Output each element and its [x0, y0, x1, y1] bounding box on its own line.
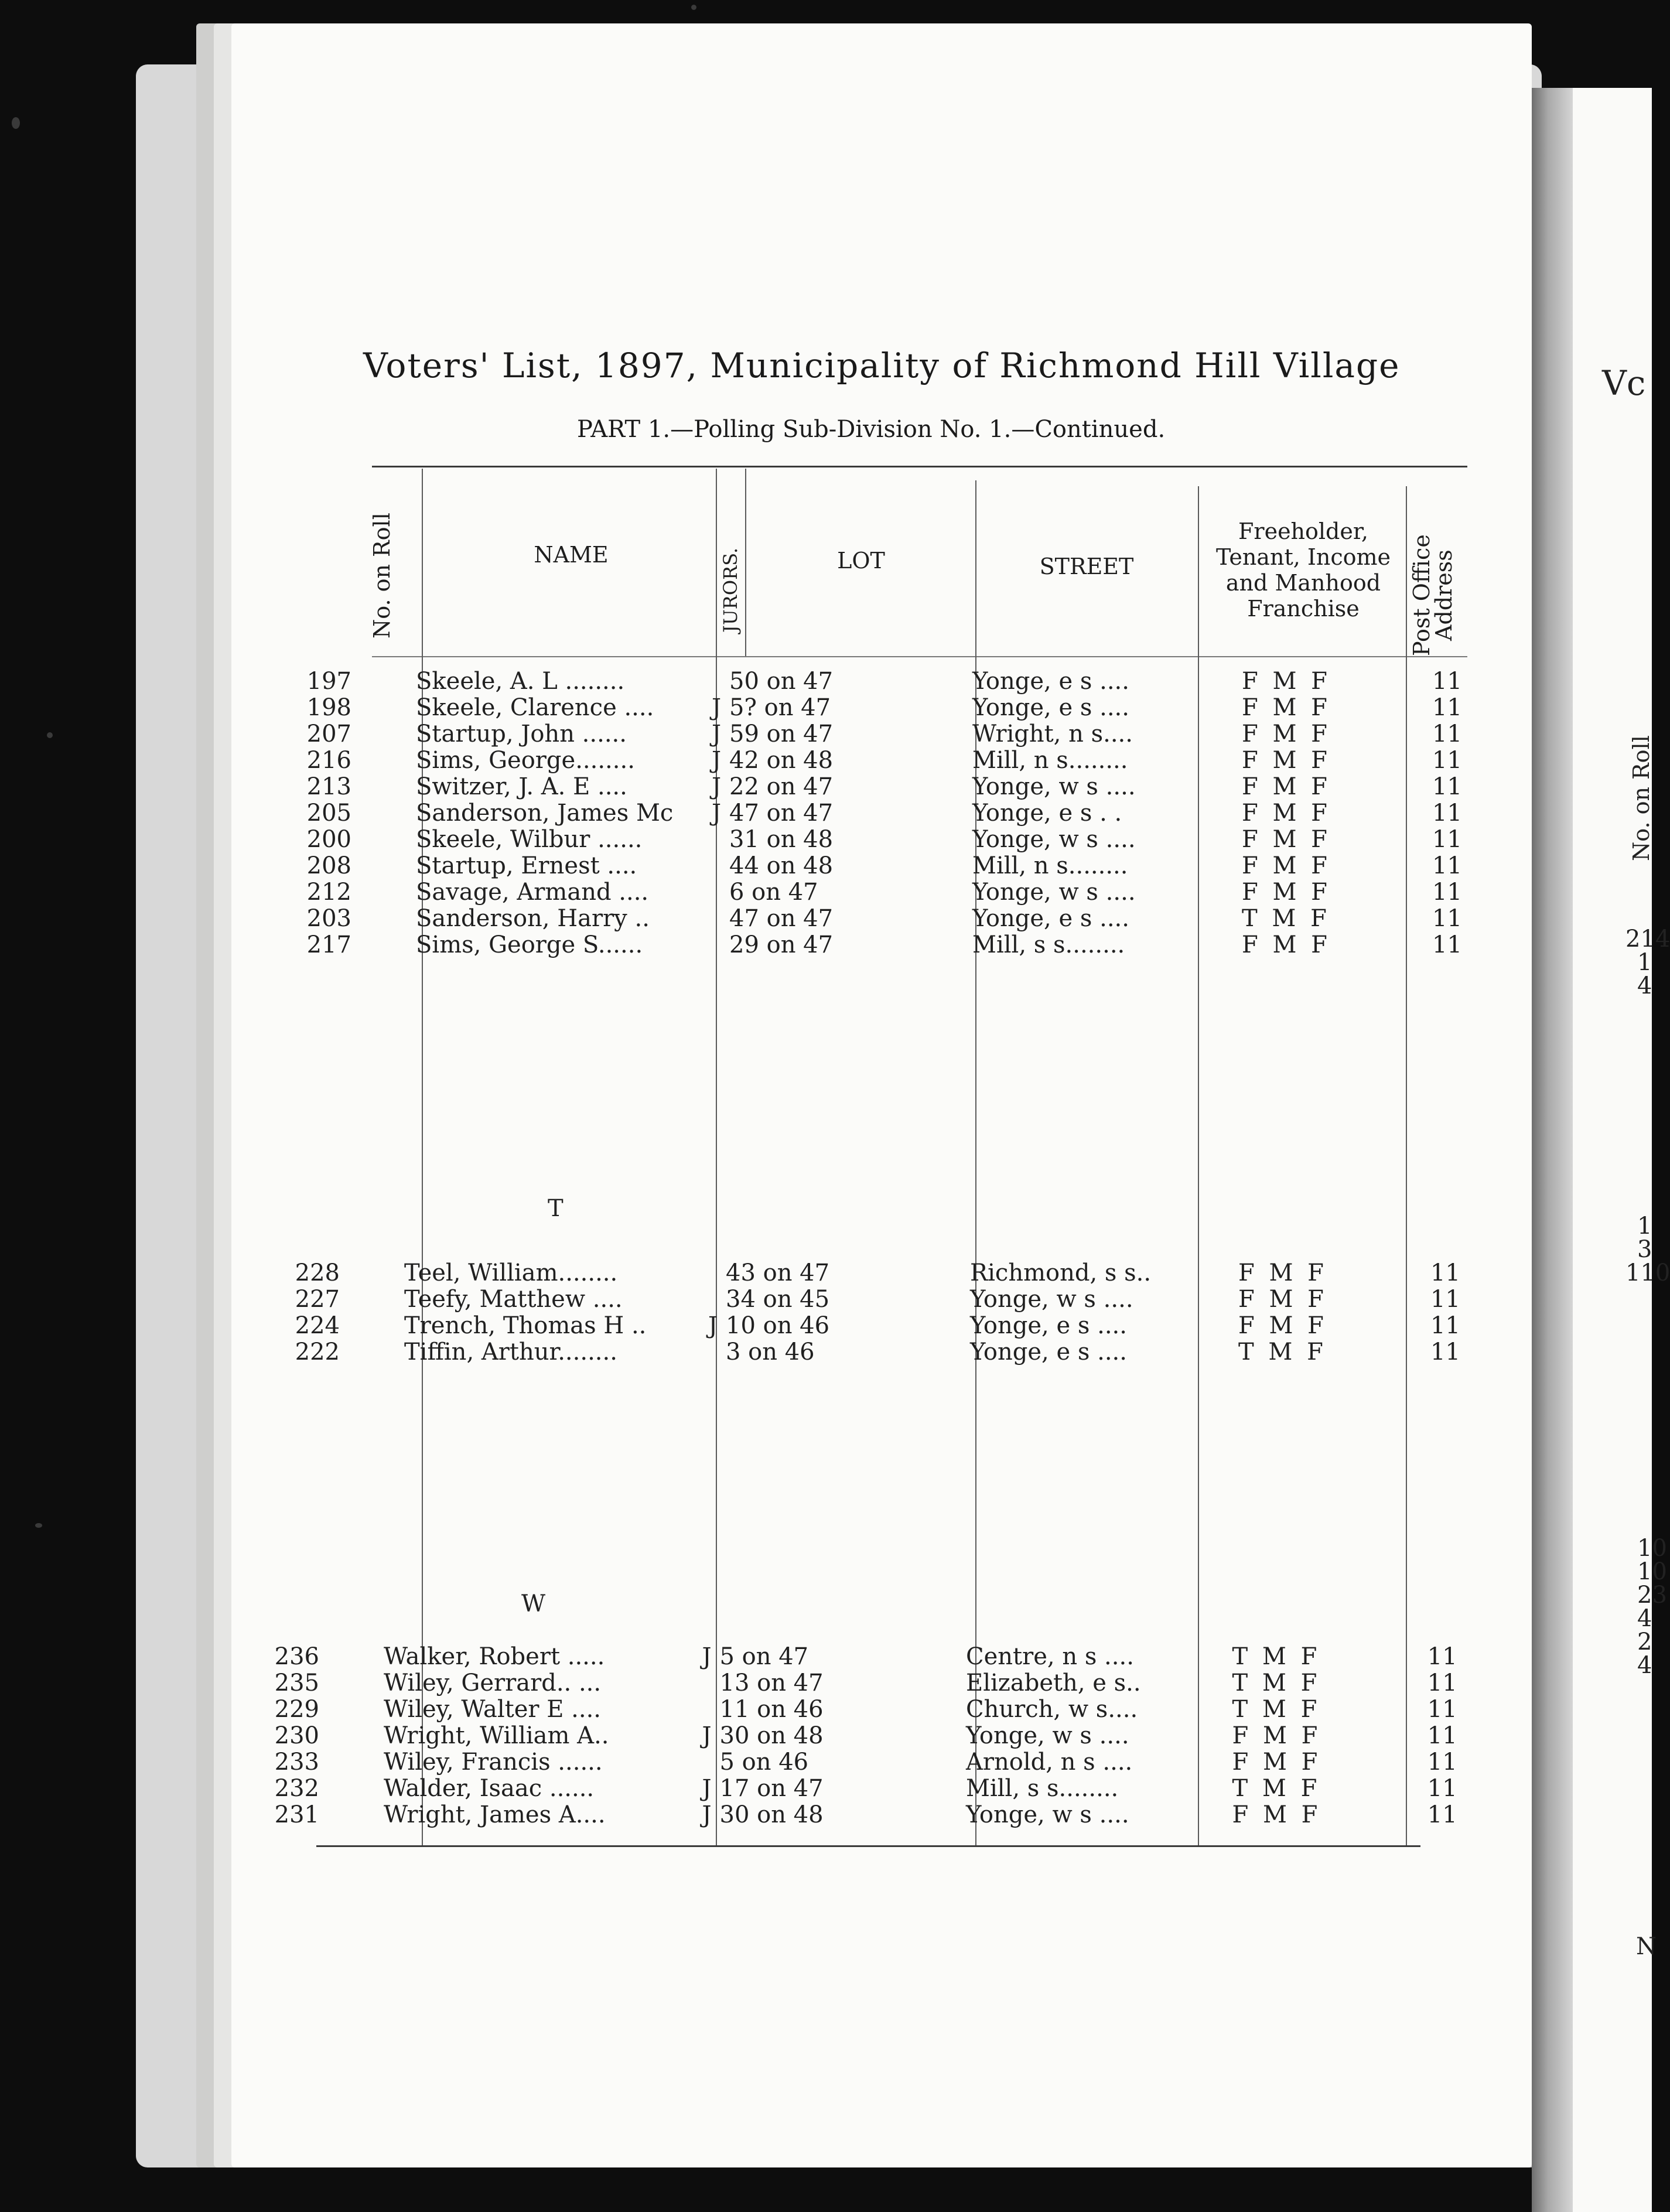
- table-row: [0, 1775, 1464, 1802]
- adjacent-number: 4: [1637, 972, 1652, 999]
- voter-name: Walker, Robert .....: [384, 1643, 605, 1670]
- lot-value: 5 on 46: [719, 1749, 809, 1776]
- voter-name: Sanderson, Harry ..: [416, 905, 650, 932]
- post-office-value: 11: [1430, 1286, 1460, 1313]
- post-office-value: 11: [1427, 1696, 1457, 1723]
- lot-value: 6 on 47: [729, 879, 818, 906]
- street-value: Yonge, w s ....: [970, 1286, 1133, 1313]
- roll-number: 208: [306, 852, 351, 879]
- table-row: [0, 1722, 1464, 1749]
- voter-name: Sanderson, James Mc: [416, 800, 674, 827]
- table-row: [0, 694, 1464, 721]
- franchise-value: F M F: [1242, 747, 1331, 774]
- post-office-value: 11: [1427, 1801, 1457, 1828]
- lot-value: 47 on 47: [729, 905, 834, 932]
- street-value: Church, w s....: [966, 1696, 1138, 1723]
- street-value: Yonge, e s . .: [972, 800, 1122, 827]
- table-row: [0, 1670, 1464, 1696]
- post-office-value: 11: [1430, 1339, 1460, 1366]
- table-bottom-rule: [316, 1845, 1420, 1847]
- juror-mark: J: [712, 694, 722, 721]
- franchise-value: F M F: [1242, 852, 1331, 879]
- street-value: Mill, s s........: [966, 1775, 1119, 1802]
- street-value: Yonge, w s ....: [966, 1722, 1129, 1749]
- table-row: [0, 1259, 1464, 1286]
- voter-name: Wiley, Gerrard.. ...: [384, 1670, 602, 1696]
- lot-value: 5? on 47: [729, 694, 831, 721]
- juror-mark: J: [708, 1312, 718, 1339]
- street-value: Yonge, w s ....: [972, 773, 1136, 800]
- header-franchise-line: Franchise: [1247, 596, 1360, 622]
- header-franchise-line: Freeholder,: [1238, 518, 1368, 544]
- roll-number: 224: [295, 1312, 340, 1339]
- post-office-value: 11: [1432, 668, 1462, 695]
- franchise-value: T M F: [1232, 1775, 1321, 1802]
- page-subtitle: PART 1.—Polling Sub-Division No. 1.—Continued.: [577, 416, 1166, 443]
- section-letter: T: [548, 1195, 564, 1222]
- roll-number: 227: [295, 1286, 340, 1313]
- franchise-value: T M F: [1238, 1339, 1327, 1366]
- lot-value: 3 on 46: [726, 1339, 815, 1366]
- franchise-value: F M F: [1242, 931, 1331, 958]
- adjacent-number: 110: [1625, 1259, 1670, 1286]
- adjacent-number: 23: [1637, 1582, 1667, 1609]
- voter-name: Teel, William........: [404, 1259, 618, 1286]
- voter-name: Startup, Ernest ....: [416, 852, 637, 879]
- post-office-value: 11: [1427, 1775, 1457, 1802]
- post-office-value: 11: [1432, 905, 1462, 932]
- franchise-value: F M F: [1238, 1312, 1327, 1339]
- franchise-value: T M F: [1232, 1643, 1321, 1670]
- roll-number: 230: [274, 1722, 319, 1749]
- franchise-value: F M F: [1242, 668, 1331, 695]
- lot-value: 30 on 48: [719, 1722, 824, 1749]
- street-value: Yonge, w s ....: [966, 1801, 1129, 1828]
- roll-number: 222: [295, 1339, 340, 1366]
- adjacent-number: 4: [1637, 1605, 1652, 1632]
- scan-speck: [35, 1523, 42, 1528]
- lot-value: 43 on 47: [726, 1259, 830, 1286]
- juror-mark: J: [712, 747, 722, 774]
- scan-speck: [12, 117, 20, 129]
- franchise-value: T M F: [1242, 905, 1330, 932]
- juror-mark: J: [712, 773, 722, 800]
- franchise-value: F M F: [1232, 1722, 1321, 1749]
- header-franchise: [1195, 518, 1412, 622]
- voter-name: Wiley, Francis ......: [384, 1749, 603, 1776]
- header-post-office-line: Address: [1431, 549, 1457, 641]
- lot-value: 11 on 46: [719, 1696, 824, 1723]
- street-value: Mill, n s........: [972, 852, 1128, 879]
- franchise-value: F M F: [1238, 1286, 1327, 1313]
- adjacent-number: 1: [1637, 1213, 1652, 1240]
- franchise-value: T M F: [1232, 1670, 1321, 1696]
- juror-mark: J: [702, 1775, 712, 1802]
- street-value: Wright, n s....: [972, 721, 1133, 747]
- table-row: [0, 1749, 1464, 1776]
- franchise-value: F M F: [1242, 721, 1331, 747]
- post-office-value: 11: [1427, 1749, 1457, 1776]
- post-office-value: 11: [1432, 694, 1462, 721]
- voter-name: Startup, John ......: [416, 721, 627, 747]
- post-office-value: 11: [1432, 747, 1462, 774]
- lot-value: 50 on 47: [729, 668, 834, 695]
- street-value: Yonge, e s ....: [970, 1339, 1127, 1366]
- header-bottom-rule: [372, 656, 1467, 657]
- lot-value: 30 on 48: [719, 1801, 824, 1828]
- lot-value: 5 on 47: [719, 1643, 809, 1670]
- header-street: STREET: [1039, 554, 1134, 579]
- table-row: [0, 1696, 1464, 1723]
- post-office-value: 11: [1432, 852, 1462, 879]
- adjacent-number: 1: [1637, 949, 1652, 976]
- voter-name: Skeele, Clarence ....: [416, 694, 654, 721]
- header-no-on-roll: No. on Roll: [369, 513, 395, 639]
- adjacent-header-fragment: No. on Roll: [1628, 735, 1654, 861]
- column-divider-lot: [745, 469, 746, 656]
- voter-name: Savage, Armand ....: [416, 879, 649, 906]
- post-office-value: 11: [1427, 1670, 1457, 1696]
- voter-name: Sims, George........: [416, 747, 635, 774]
- header-name: NAME: [534, 542, 609, 568]
- roll-number: 233: [274, 1749, 319, 1776]
- lot-value: 59 on 47: [729, 721, 834, 747]
- scan-speck: [691, 5, 696, 10]
- street-value: Yonge, e s ....: [972, 905, 1129, 932]
- roll-number: 232: [274, 1775, 319, 1802]
- voter-name: Walder, Isaac ......: [384, 1775, 595, 1802]
- roll-number: 236: [274, 1643, 319, 1670]
- street-value: Yonge, w s ....: [972, 826, 1136, 853]
- voter-name: Wiley, Walter E ....: [384, 1696, 602, 1723]
- juror-mark: J: [702, 1722, 712, 1749]
- post-office-value: 11: [1430, 1312, 1460, 1339]
- lot-value: 47 on 47: [729, 800, 834, 827]
- adjacent-page: [1573, 88, 1670, 2212]
- voter-name: Skeele, A. L ........: [416, 668, 625, 695]
- juror-mark: J: [712, 800, 722, 827]
- franchise-value: F M F: [1232, 1801, 1321, 1828]
- header-top-rule: [372, 466, 1467, 467]
- roll-number: 228: [295, 1259, 340, 1286]
- roll-number: 197: [306, 668, 351, 695]
- table-row: [0, 879, 1464, 906]
- street-value: Yonge, e s ....: [972, 668, 1129, 695]
- header-lot: LOT: [837, 548, 885, 574]
- street-value: Yonge, e s ....: [972, 694, 1129, 721]
- franchise-value: F M F: [1242, 800, 1331, 827]
- post-office-value: 11: [1432, 826, 1462, 853]
- post-office-value: 11: [1432, 879, 1462, 906]
- voter-name: Trench, Thomas H ..: [404, 1312, 647, 1339]
- table-row: [0, 826, 1464, 853]
- street-value: Arnold, n s ....: [966, 1749, 1133, 1776]
- street-value: Mill, s s........: [972, 931, 1125, 958]
- adjacent-number: 4: [1637, 1652, 1652, 1679]
- adjacent-footer-fragment: N: [1636, 1933, 1657, 1960]
- header-franchise-line: Tenant, Income: [1215, 544, 1391, 570]
- post-office-value: 11: [1432, 721, 1462, 747]
- roll-number: 200: [306, 826, 351, 853]
- page-title: Voters' List, 1897, Municipality of Richmond Hill Village: [363, 346, 1401, 385]
- table-row: [0, 1312, 1464, 1339]
- lot-value: 44 on 48: [729, 852, 834, 879]
- juror-mark: J: [702, 1801, 712, 1828]
- voter-name: Wright, William A..: [384, 1722, 609, 1749]
- post-office-value: 11: [1432, 800, 1462, 827]
- section-letter: W: [521, 1590, 546, 1617]
- voter-name: Sims, George S......: [416, 931, 643, 958]
- juror-mark: J: [702, 1643, 712, 1670]
- post-office-value: 11: [1427, 1722, 1457, 1749]
- street-value: Yonge, w s ....: [972, 879, 1136, 906]
- roll-number: 216: [306, 747, 351, 774]
- post-office-value: 11: [1432, 931, 1462, 958]
- post-office-value: 11: [1432, 773, 1462, 800]
- lot-value: 34 on 45: [726, 1286, 830, 1313]
- table-row: [0, 747, 1464, 774]
- franchise-value: T M F: [1232, 1696, 1321, 1723]
- roll-number: 217: [306, 931, 351, 958]
- roll-number: 203: [306, 905, 351, 932]
- table-row: [0, 668, 1464, 695]
- street-value: Elizabeth, e s..: [966, 1670, 1141, 1696]
- table-row: [0, 773, 1464, 800]
- book-gutter: [1532, 88, 1573, 2212]
- adjacent-title-fragment: Vc: [1602, 363, 1646, 403]
- adjacent-number: 214: [1625, 926, 1670, 953]
- lot-value: 31 on 48: [729, 826, 834, 853]
- roll-number: 235: [274, 1670, 319, 1696]
- header-post-office-line: Post Office: [1409, 534, 1435, 656]
- voter-name: Tiffin, Arthur........: [404, 1339, 617, 1366]
- table-row: [0, 800, 1464, 827]
- adjacent-number: 10: [1637, 1535, 1667, 1562]
- franchise-value: F M F: [1242, 826, 1331, 853]
- voter-name: Wright, James A....: [384, 1801, 606, 1828]
- header-post-office: [1411, 534, 1455, 656]
- franchise-value: F M F: [1238, 1259, 1327, 1286]
- roll-number: 231: [274, 1801, 319, 1828]
- post-office-value: 11: [1427, 1643, 1457, 1670]
- franchise-value: F M F: [1242, 879, 1331, 906]
- voter-name: Teefy, Matthew ....: [404, 1286, 623, 1313]
- voter-name: Skeele, Wilbur ......: [416, 826, 643, 853]
- post-office-value: 11: [1430, 1259, 1460, 1286]
- header-jurors: JURORS.: [719, 547, 742, 633]
- roll-number: 229: [274, 1696, 319, 1723]
- adjacent-number: 10: [1637, 1558, 1667, 1585]
- table-row: [0, 905, 1464, 932]
- roll-number: 205: [306, 800, 351, 827]
- street-value: Centre, n s ....: [966, 1643, 1134, 1670]
- table-row: [0, 852, 1464, 879]
- franchise-value: F M F: [1232, 1749, 1321, 1776]
- table-row: [0, 1801, 1464, 1828]
- street-value: Yonge, e s ....: [970, 1312, 1127, 1339]
- lot-value: 29 on 47: [729, 931, 834, 958]
- lot-value: 13 on 47: [719, 1670, 824, 1696]
- roll-number: 198: [306, 694, 351, 721]
- juror-mark: J: [712, 721, 722, 747]
- franchise-value: F M F: [1242, 694, 1331, 721]
- roll-number: 213: [306, 773, 351, 800]
- roll-number: 212: [306, 879, 351, 906]
- table-row: [0, 1643, 1464, 1670]
- roll-number: 207: [306, 721, 351, 747]
- street-value: Richmond, s s..: [970, 1259, 1152, 1286]
- lot-value: 10 on 46: [726, 1312, 830, 1339]
- adjacent-number: 3: [1637, 1236, 1652, 1263]
- table-row: [0, 931, 1464, 958]
- lot-value: 17 on 47: [719, 1775, 824, 1802]
- header-franchise-line: and Manhood: [1225, 570, 1381, 596]
- table-row: [0, 721, 1464, 747]
- table-row: [0, 1339, 1464, 1366]
- street-value: Mill, n s........: [972, 747, 1128, 774]
- lot-value: 22 on 47: [729, 773, 834, 800]
- voter-name: Switzer, J. A. E ....: [416, 773, 627, 800]
- table-row: [0, 1286, 1464, 1313]
- franchise-value: F M F: [1242, 773, 1331, 800]
- adjacent-number: 2: [1637, 1629, 1652, 1655]
- lot-value: 42 on 48: [729, 747, 834, 774]
